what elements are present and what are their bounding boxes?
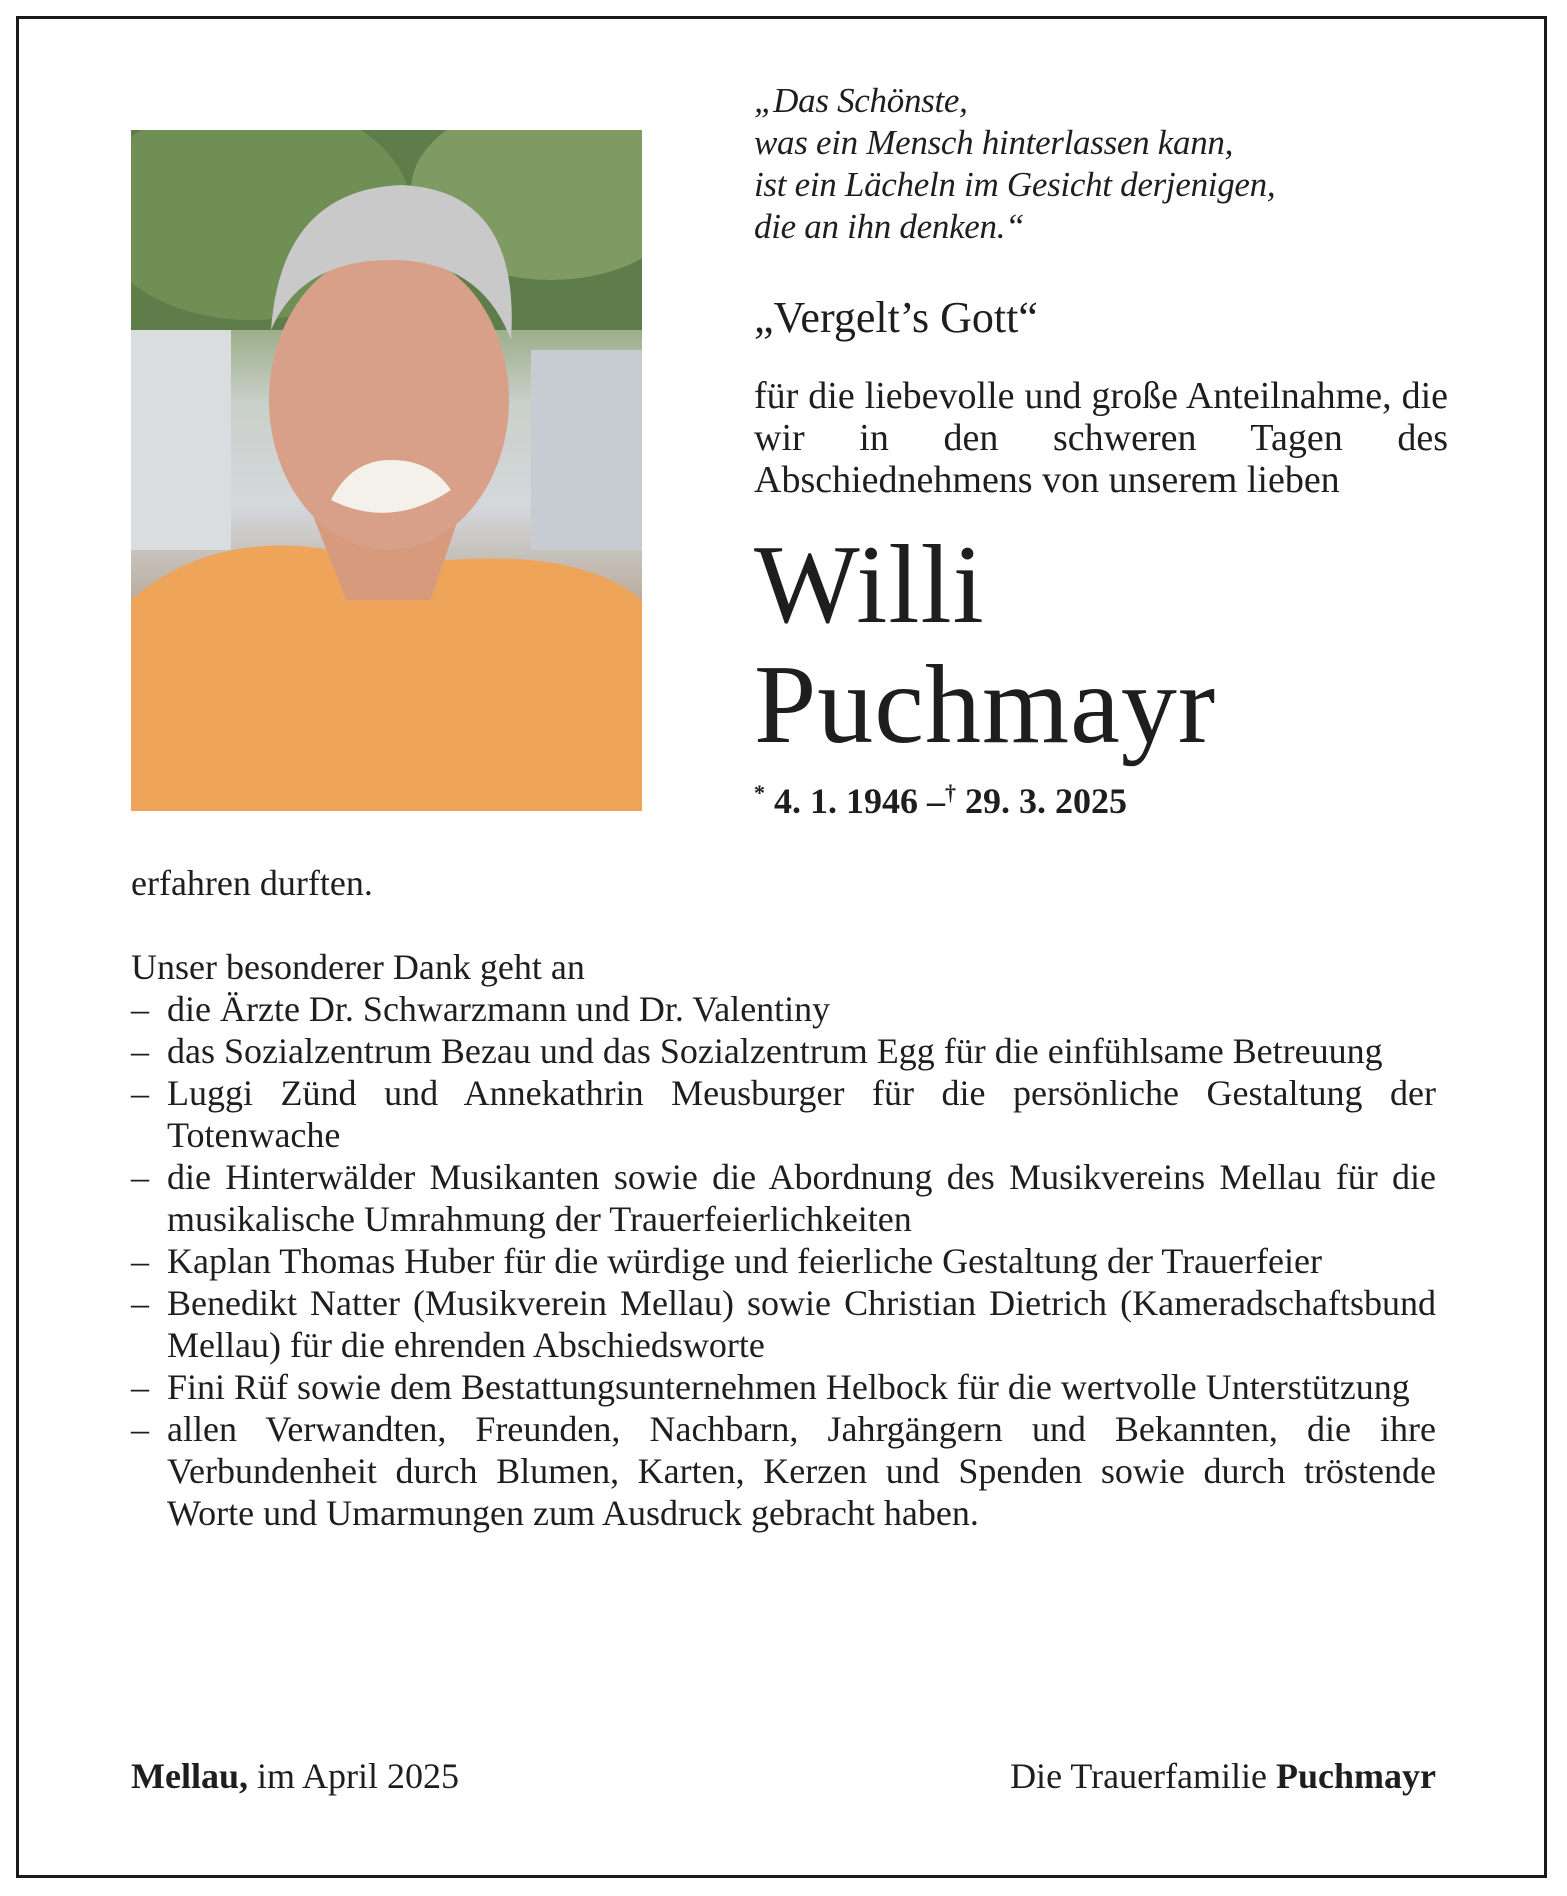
dank-heading: Unser besonderer Dank geht an bbox=[131, 947, 585, 987]
death-cross-icon: † bbox=[945, 780, 956, 805]
dank-list bbox=[131, 988, 1436, 1534]
continuation-text: erfahren durften. bbox=[131, 863, 373, 903]
list-item: – das Sozialzentrum Bezau und das Sozialzentrum Egg für die einfühlsame Betreuung bbox=[131, 1030, 1436, 1072]
list-item: – Kaplan Thomas Huber für die würdige und feierliche Gestaltung der Trauerfeier bbox=[131, 1240, 1436, 1282]
footer-place-date bbox=[131, 1755, 459, 1797]
quote-line: die an ihn denken.“ bbox=[754, 207, 1025, 246]
quote-line: ist ein Lächeln im Gesicht derjenigen, bbox=[754, 165, 1276, 204]
portrait-photo bbox=[131, 130, 642, 811]
footer-place: Mellau, bbox=[131, 1756, 248, 1796]
birth-star-icon: * bbox=[754, 780, 765, 805]
birth-date: 4. 1. 1946 bbox=[774, 781, 918, 821]
life-dates bbox=[754, 780, 1127, 822]
list-item: – Benedikt Natter (Musikverein Mellau) sowie Christian Dietrich (Kameradschaftsbund Mellau) für die ehrenden Abschiedsworte bbox=[131, 1282, 1436, 1366]
quote-line: „Das Schönste, bbox=[754, 81, 968, 120]
thanks-heading: „Vergelt’s Gott“ bbox=[754, 293, 1038, 342]
footer-date: im April 2025 bbox=[256, 1756, 459, 1796]
footer-family bbox=[1010, 1755, 1436, 1797]
thanks-section bbox=[131, 946, 1436, 1534]
memorial-quote bbox=[754, 80, 1275, 248]
intro-text: für die liebevolle und große Anteilnahme, die wir in den schweren Tagen des Abschiednehmens von unserem lieben bbox=[754, 375, 1448, 501]
list-item: – die Hinterwälder Musikanten sowie die Abordnung des Musikvereins Mellau für die musikalische Umrahmung der Trauerfeierlichkeiten bbox=[131, 1156, 1436, 1240]
family-name: Puchmayr bbox=[1276, 1756, 1436, 1796]
death-date: 29. 3. 2025 bbox=[965, 781, 1127, 821]
list-item: – allen Verwandten, Freunden, Nachbarn, Jahrgängern und Bekannten, die ihre Verbundenheit durch Blumen, Karten, Kerzen und Spenden sowie durch tröstende Worte und Umarmungen zum Ausdruck gebracht haben. bbox=[131, 1408, 1436, 1534]
deceased-name bbox=[754, 525, 1216, 765]
list-item: – Fini Rüf sowie dem Bestattungsunternehmen Helbock für die wertvolle Unterstützung bbox=[131, 1366, 1436, 1408]
list-item: – Luggi Zünd und Annekathrin Meusburger für die persönliche Gestaltung der Totenwache bbox=[131, 1072, 1436, 1156]
portrait-image bbox=[131, 130, 642, 811]
family-prefix: Die Trauerfamilie bbox=[1010, 1756, 1268, 1796]
date-separator: – bbox=[927, 781, 945, 821]
quote-line: was ein Mensch hinterlassen kann, bbox=[754, 123, 1234, 162]
last-name: Puchmayr bbox=[754, 643, 1217, 767]
first-name: Willi bbox=[754, 523, 985, 647]
list-item: – die Ärzte Dr. Schwarzmann und Dr. Valentiny bbox=[131, 988, 1436, 1030]
